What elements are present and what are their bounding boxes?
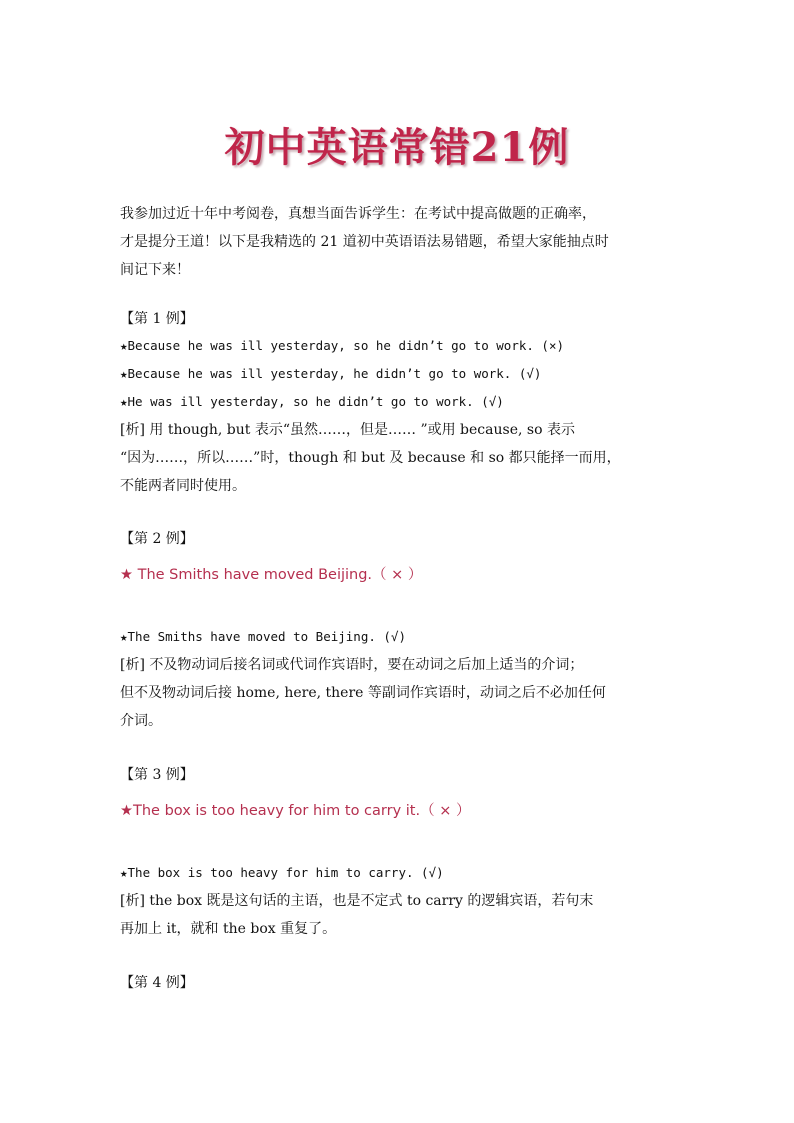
- example-3-heading: 【第 3 例】: [120, 767, 194, 783]
- example-2-sentence-wrong: ★ The Smiths have moved Beijing.（ × ）: [120, 567, 423, 583]
- intro-line: 才是提分王道！以下是我精选的 21 道初中英语语法易错题，希望大家能抽点时: [120, 234, 609, 250]
- example-3-analysis: [120, 887, 680, 943]
- analysis-line: “因为……，所以……”时，though 和 but 及 because 和 so 都只能择一而用，: [120, 450, 621, 466]
- example-1-heading: 【第 1 例】: [120, 311, 194, 327]
- intro-line: 间记下来！: [120, 262, 190, 278]
- example-2-sentence-correct: ★The Smiths have moved to Beijing. (√): [120, 629, 406, 644]
- analysis-line: [析] the box 既是这句话的主语，也是不定式 to carry 的逻辑宾语，若句末: [120, 893, 594, 909]
- example-4-heading: 【第 4 例】: [120, 975, 194, 991]
- intro-line: 我参加过近十年中考阅卷，真想当面告诉学生：在考试中提高做题的正确率，: [120, 206, 596, 222]
- intro-paragraph: [120, 200, 680, 284]
- example-1-analysis: [120, 416, 680, 500]
- analysis-line: 不能两者同时使用。: [120, 478, 246, 494]
- analysis-line: 介词。: [120, 713, 162, 729]
- analysis-line: [析] 不及物动词后接名词或代词作宾语时，要在动词之后加上适当的介词；: [120, 657, 584, 673]
- analysis-line: 再加上 it，就和 the box 重复了。: [120, 921, 337, 937]
- example-3-sentence-wrong: ★The box is too heavy for him to carry it.（ × ）: [120, 803, 471, 819]
- analysis-line: 但不及物动词后接 home, here, there 等副词作宾语时，动词之后不必加任何: [120, 685, 606, 701]
- analysis-line: [析] 用 though, but 表示“虽然……，但是…… ”或用 because, so 表示: [120, 422, 575, 438]
- example-2-analysis: [120, 651, 680, 735]
- example-2-heading: 【第 2 例】: [120, 531, 194, 547]
- example-1-sentence-correct: ★Because he was ill yesterday, he didn’t go to work. (√): [120, 366, 542, 381]
- example-3-sentence-correct: ★The box is too heavy for him to carry. (√): [120, 865, 444, 880]
- example-1-sentence-correct: ★He was ill yesterday, so he didn’t go to work. (√): [120, 394, 504, 409]
- example-1-sentence-wrong: ★Because he was ill yesterday, so he didn’t go to work. (×): [120, 338, 565, 353]
- document-title: 初中英语常错21例: [224, 124, 570, 171]
